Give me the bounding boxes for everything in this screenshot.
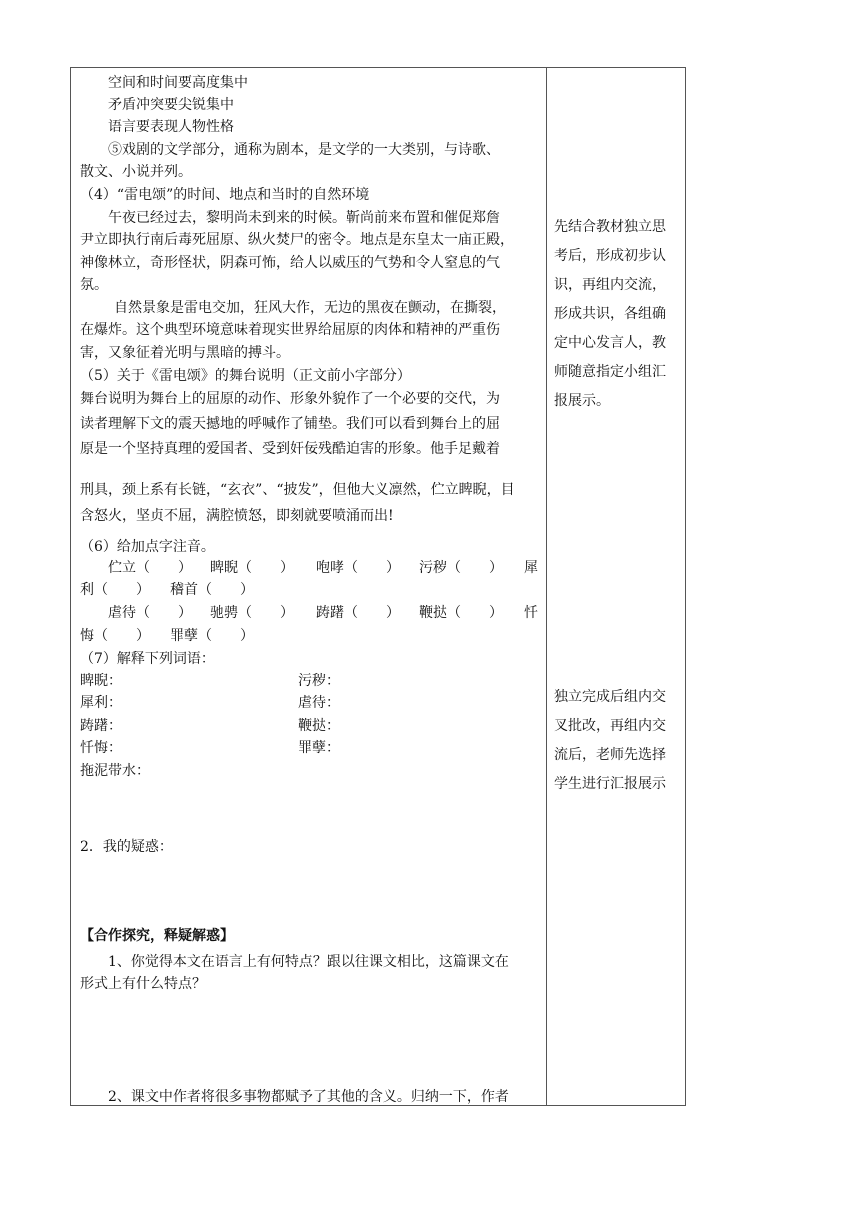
side-note-line: 叉批改，再组内交 bbox=[554, 718, 666, 734]
text-line: ⑤戏剧的文学部分，通称为剧本，是文学的一大类别，与诗歌、 bbox=[108, 142, 500, 158]
pinyin-item: 稽首（ ） bbox=[170, 582, 254, 598]
side-note-review bbox=[554, 683, 680, 799]
cooperation-title: 【合作探究，释疑解惑】 bbox=[80, 928, 234, 944]
pinyin-item: 污秽（ ） bbox=[419, 560, 503, 576]
term-label: 睥睨： bbox=[80, 673, 122, 689]
text-line: 散文、小说并列。 bbox=[80, 164, 192, 180]
pinyin-item: 踌躇（ ） bbox=[316, 605, 400, 621]
text-line: 含怒火，坚贞不屈，满腔愤怒，即刻就要喷涌而出! bbox=[80, 508, 394, 524]
text-line: 读者理解下文的震天撼地的呼喊作了铺垫。我们可以看到舞台上的屈 bbox=[80, 416, 500, 432]
term-label: 犀利： bbox=[80, 695, 122, 711]
text-line: 矛盾冲突要尖锐集中 bbox=[108, 97, 234, 113]
pinyin-item: 咆哮（ ） bbox=[316, 560, 400, 576]
text-line: 神像林立，奇形怪状，阴森可怖，给人以威压的气势和令人窒息的气 bbox=[80, 255, 500, 271]
side-note-line: 报展示。 bbox=[554, 393, 610, 409]
side-note-study bbox=[554, 213, 680, 416]
text-line: 害，又象征着光明与黑暗的搏斗。 bbox=[80, 345, 290, 361]
side-note-line: 师随意指定小组汇 bbox=[554, 364, 666, 380]
text-line: 刑具，颈上系有长链，“玄衣”、“披发”，但他大义凛然，伫立睥睨，目 bbox=[80, 482, 515, 498]
pinyin-item: 睥睨（ ） bbox=[210, 560, 294, 576]
section-heading: （4）“雷电颂”的时间、地点和当时的自然环境 bbox=[80, 187, 370, 203]
text-line: 形式上有什么特点？ bbox=[80, 976, 206, 992]
question-heading: 2．我的疑惑： bbox=[80, 839, 173, 855]
pinyin-item: 伫立（ ） bbox=[108, 560, 192, 576]
pinyin-item: 鞭挞（ ） bbox=[419, 605, 503, 621]
side-note-line: 独立完成后组内交 bbox=[554, 689, 666, 705]
section-heading: （5）关于《雷电颂》的舞台说明（正文前小字部分） bbox=[80, 368, 411, 384]
section-heading: （6）给加点字注音。 bbox=[80, 539, 215, 555]
pinyin-item: 犀 bbox=[524, 560, 538, 576]
pinyin-item: 忏 bbox=[524, 605, 538, 621]
text-line: 空间和时间要高度集中 bbox=[108, 75, 248, 91]
term-label: 拖泥带水： bbox=[80, 763, 150, 779]
pinyin-item: 利（ ） bbox=[80, 582, 150, 598]
text-line: 午夜已经过去，黎明尚未到来的时候。靳尚前来布置和催促郑詹 bbox=[108, 210, 500, 226]
side-note-line: 定中心发言人，教 bbox=[554, 335, 666, 351]
text-line: 语言要表现人物性格 bbox=[108, 119, 234, 135]
side-note-line: 学生进行汇报展示 bbox=[554, 776, 666, 792]
text-line: 氛。 bbox=[80, 277, 108, 293]
term-label: 踌躇： bbox=[80, 718, 122, 734]
side-note-line: 识，再组内交流， bbox=[554, 277, 666, 293]
text-line: 2、课文中作者将很多事物都赋予了其他的含义。归纳一下，作者 bbox=[108, 1089, 509, 1105]
pinyin-item: 悔（ ） bbox=[80, 628, 150, 644]
pinyin-item: 驰骋（ ） bbox=[210, 605, 294, 621]
side-note-line: 流后，老师先选择 bbox=[554, 747, 666, 763]
side-note-line: 先结合教材独立思 bbox=[554, 219, 666, 235]
term-label: 忏悔： bbox=[80, 740, 122, 756]
term-label: 罪孽： bbox=[298, 740, 340, 756]
column-divider bbox=[546, 67, 547, 1106]
section-heading: （7）解释下列词语： bbox=[80, 651, 215, 667]
text-line: 舞台说明为舞台上的屈原的动作、形象外貌作了一个必要的交代，为 bbox=[80, 391, 500, 407]
text-line: 在爆炸。这个典型环境意味着现实世界给屈原的肉体和精神的严重伤 bbox=[80, 322, 500, 338]
term-label: 污秽： bbox=[298, 673, 340, 689]
side-note-line: 考后，形成初步认 bbox=[554, 248, 666, 264]
pinyin-item: 虐待（ ） bbox=[108, 605, 192, 621]
text-line: 自然景象是雷电交加，狂风大作，无边的黑夜在颤动，在撕裂， bbox=[114, 300, 506, 316]
term-label: 虐待： bbox=[298, 695, 340, 711]
pinyin-item: 罪孽（ ） bbox=[170, 628, 254, 644]
text-line: 1、你觉得本文在语言上有何特点？跟以往课文相比，这篇课文在 bbox=[108, 954, 509, 970]
term-label: 鞭挞： bbox=[298, 718, 340, 734]
text-line: 尹立即执行南后毒死屈原、纵火焚尸的密令。地点是东皇太一庙正殿， bbox=[80, 232, 514, 248]
side-note-line: 形成共识，各组确 bbox=[554, 306, 666, 322]
text-line: 原是一个坚持真理的爱国者、受到奸佞残酷迫害的形象。他手足戴着 bbox=[80, 441, 500, 457]
